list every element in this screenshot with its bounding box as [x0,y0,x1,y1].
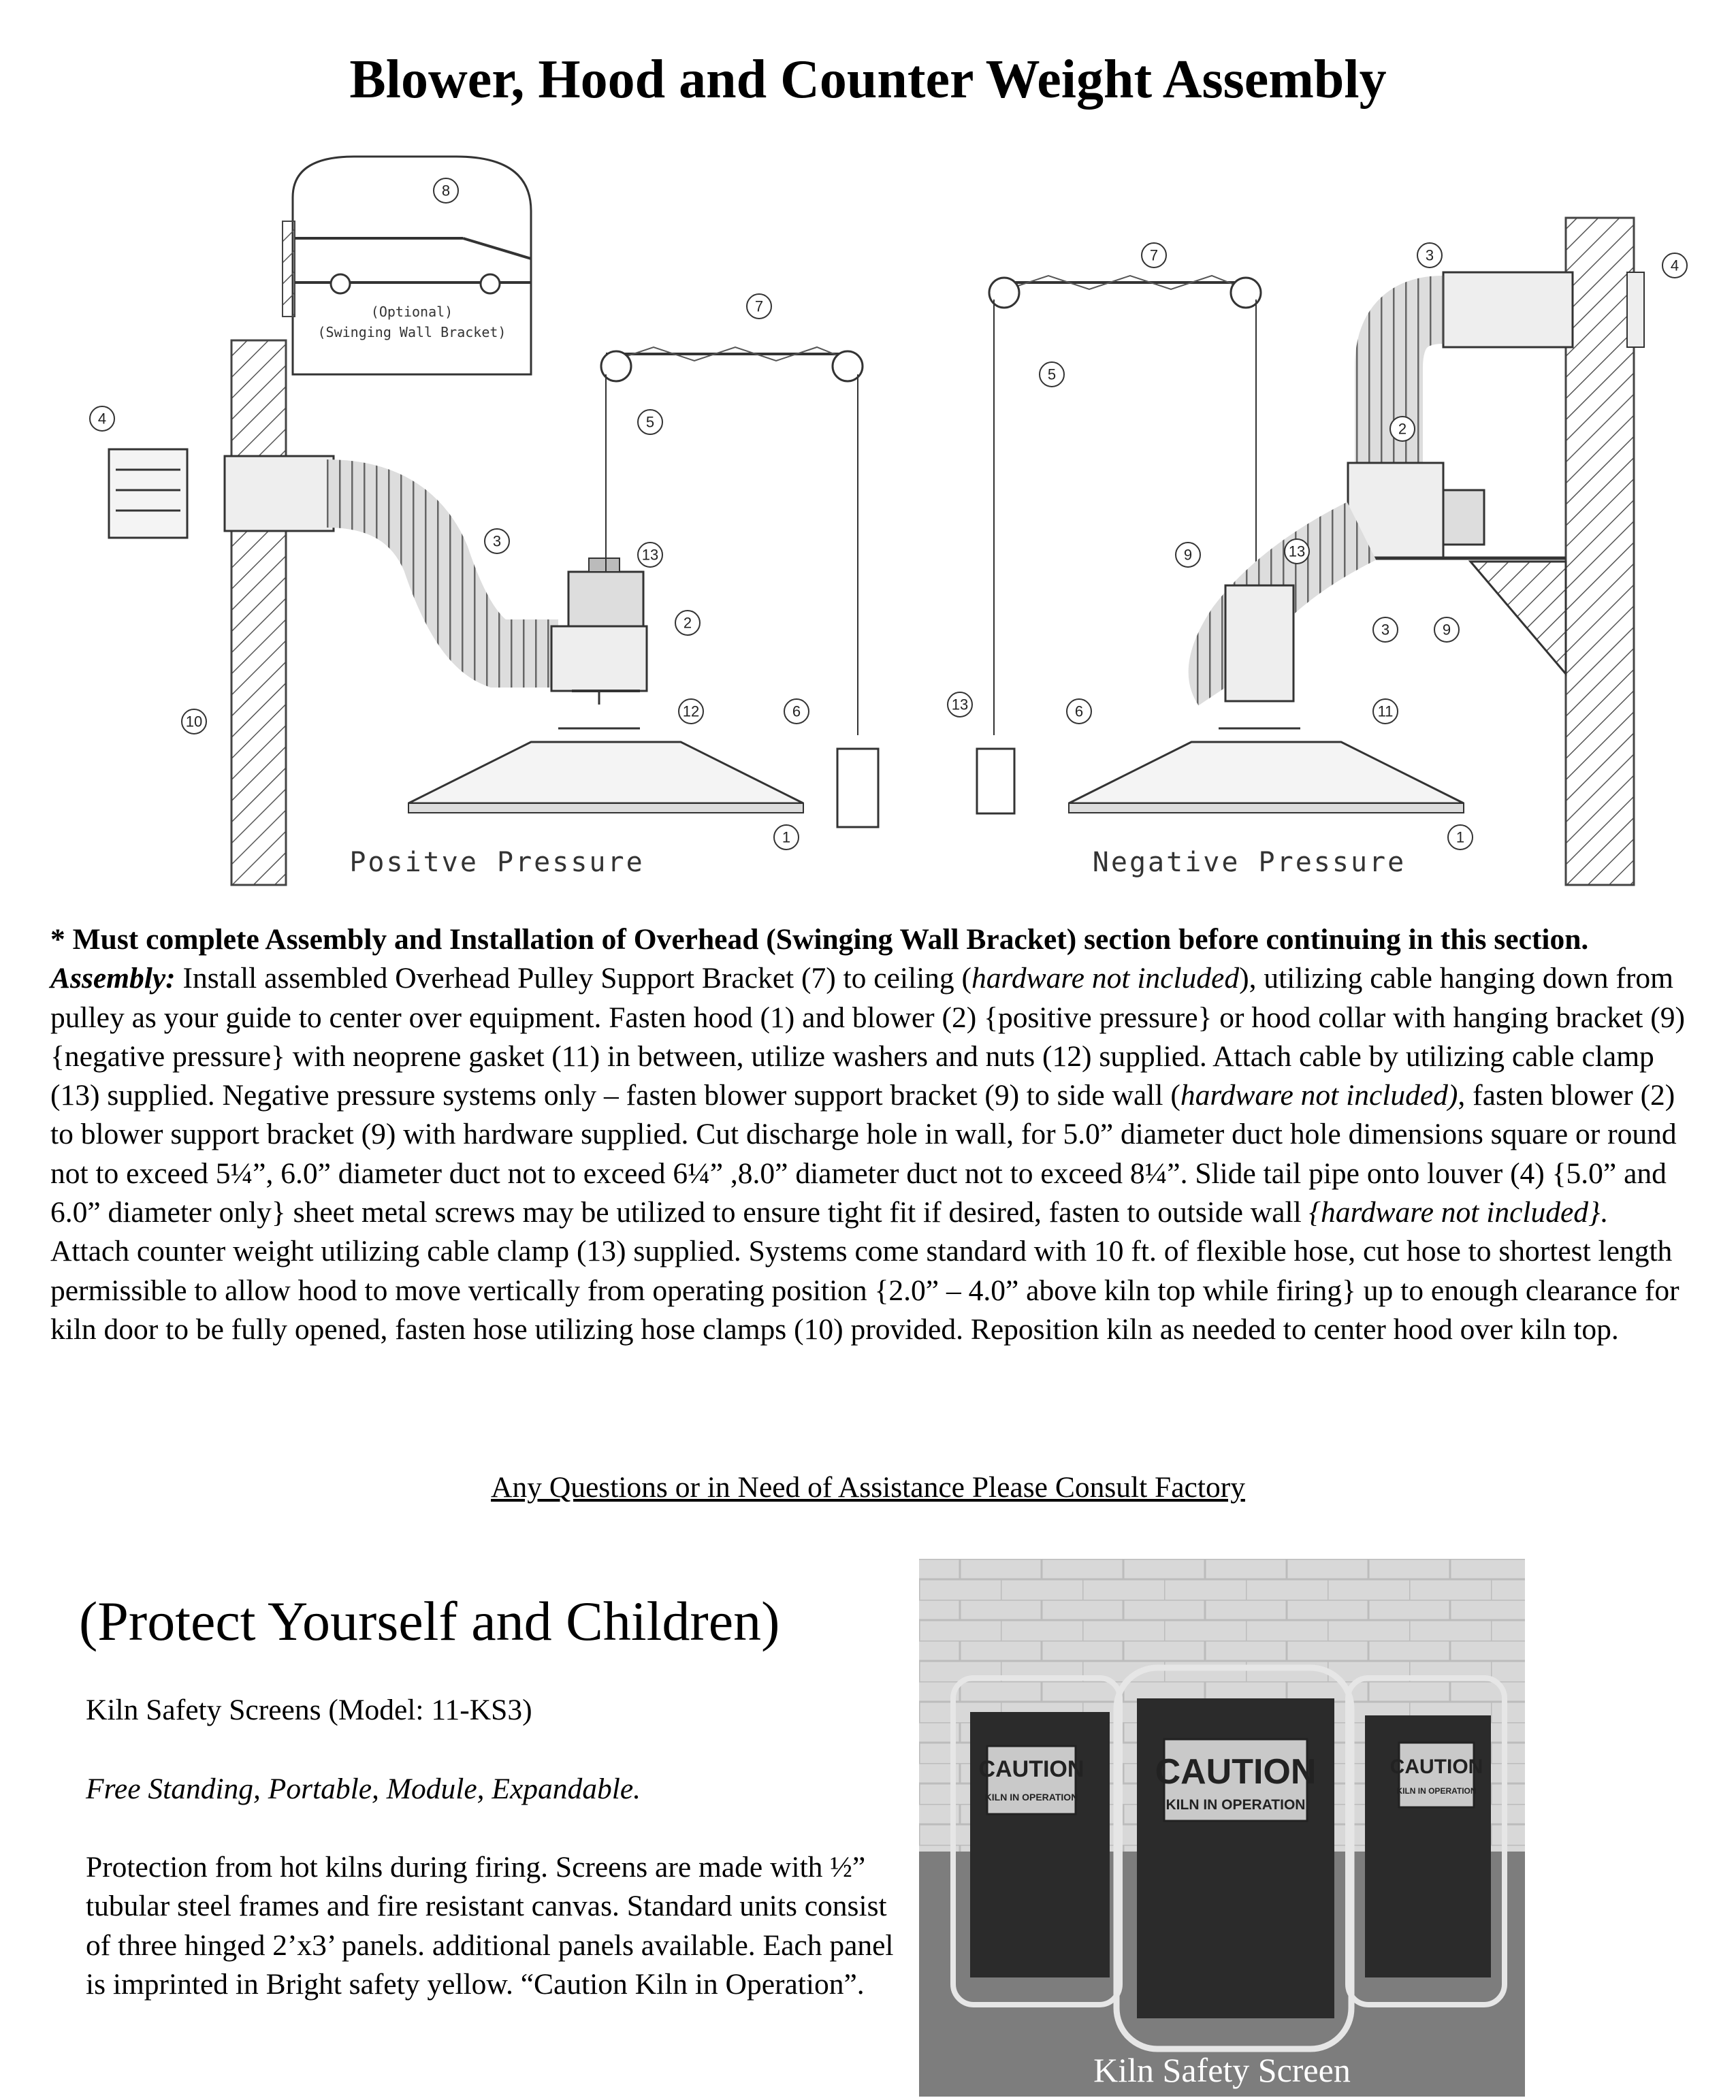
features-line: Free Standing, Portable, Module, Expandable. [86,1773,641,1805]
callout-7b [1142,243,1166,268]
assembly-label: Assembly: [50,962,176,995]
blower-left [551,558,647,705]
svg-text:4: 4 [1670,257,1679,274]
negative-pressure-label: Negative Pressure [1092,847,1407,878]
callout-2 [675,611,700,635]
svg-text:13: 13 [641,546,659,564]
callout-13 [638,543,662,567]
svg-text:5: 5 [645,413,655,431]
model-line: Kiln Safety Screens (Model: 11-KS3) [86,1694,532,1726]
callout-2b [1390,417,1415,441]
swinging-bracket-label: (Swinging Wall Bracket) [317,324,507,340]
svg-text:6: 6 [1074,702,1084,720]
svg-text:7: 7 [754,297,764,315]
svg-text:6: 6 [792,702,801,720]
assembly-text-1: Install assembled Overhead Pulley Support Bracket (7) to ceiling ( [175,962,972,995]
callout-4 [90,406,114,431]
callout-3b [1417,243,1442,268]
callout-9 [1176,543,1200,567]
svg-text:3: 3 [492,532,502,550]
svg-text:8: 8 [441,182,451,199]
counter-weight-left [837,749,878,827]
svg-text:2: 2 [1398,420,1407,438]
svg-text:5: 5 [1047,366,1057,383]
optional-swinging-bracket-detail [283,157,531,374]
left-wall [231,340,286,885]
counter-weight-right [977,749,1014,813]
svg-text:10: 10 [185,713,203,730]
flex-hose-left [327,494,558,653]
callout-10 [182,709,206,734]
callout-4b [1662,253,1687,278]
callout-3c [1373,617,1398,642]
blower-support-bracket [1470,562,1566,674]
assembly-text-2: ), utilizing cable hanging down from pulley as your guide to center over equipment. Fasten hood (1) and blower (2) {positive pressure} or hood collar with hanging bracket (9) {negative pressure} with neoprene gasket (11) in between, utilize washers and nuts (12) supplied. Attach cable by utilizing cable clamp (13) supplied. Negative pressure systems only – fasten blower support bracket (9) to side wall ( [50,962,1685,1112]
optional-label: (Optional) [370,304,453,320]
callout-12 [679,699,703,724]
louver-left [109,449,187,538]
svg-text:9: 9 [1442,621,1451,639]
svg-text:12: 12 [682,702,700,720]
warning-note: * Must complete Assembly and Installation of Overhead (Swinging Wall Bracket) section before continuing in this section. [50,923,1589,956]
svg-text:3: 3 [1381,621,1390,639]
right-wall [1566,218,1634,885]
callout-13c [948,692,972,717]
positive-pressure-label: Positve Pressure [349,847,645,878]
assembly-diagram [97,150,1702,899]
sign-caution-right: CAUTION [1389,1756,1483,1778]
photo-caption: Kiln Safety Screen [1093,2051,1351,2089]
screen-description: Protection from hot kilns during firing. Screens are made with ½” tubular steel frames and fire resistant canvas. Standard units consist of three hinged 2’x3’ panels. additional panels available. Each panel is imprinted in Bright safety yellow. “Caution Kiln in Operation”. [86,1851,894,2001]
callout-8 [434,178,458,203]
svg-text:7: 7 [1149,246,1159,264]
callout-7 [747,294,771,319]
svg-text:11: 11 [1377,702,1394,720]
hardware-note-2: hardware not included) [1180,1079,1458,1112]
callout-3 [485,529,509,553]
svg-text:3: 3 [1425,246,1434,264]
svg-text:2: 2 [683,614,692,632]
svg-text:9: 9 [1183,546,1193,564]
svg-text:1: 1 [1456,828,1465,846]
kiln-safety-screen-photo [919,1559,1525,2097]
hood-collar [1225,585,1293,701]
callout-6b [1067,699,1091,724]
sign-kiln-right: KILN IN OPERATION [1396,1786,1477,1796]
sign-caution-middle: CAUTION [1155,1752,1317,1792]
svg-text:4: 4 [97,410,107,427]
sign-caution-left: CAUTION [978,1756,1084,1782]
callout-5b [1040,362,1064,387]
callout-1 [774,825,799,850]
svg-text:13: 13 [1288,543,1306,560]
protect-heading: (Protect Yourself and Children) [79,1590,780,1652]
callout-9b [1434,617,1459,642]
hardware-note-3: {hardware not included} [1308,1196,1601,1229]
callout-5 [638,410,662,434]
callout-11 [1373,699,1398,724]
callout-6 [784,699,809,724]
louver-right [1627,272,1644,347]
hood-left [408,728,803,813]
photo-illustration [919,1559,1525,2097]
svg-text:13: 13 [951,696,969,713]
assembly-instructions [50,920,1686,1349]
assembly-text-4: . Attach counter weight utilizing cable clamp (13) supplied. Systems come standard with 10 ft. of flexible hose, cut hose to shortest length permissible to allow hood to move vertically from operating position {2.0” – 4.0” above kiln top while firing} up to enough clearance for kiln door to be fully opened, fasten hose utilizing hose clamps (10) provided. Reposition kiln as needed to center hood over kiln top. [50,1196,1679,1346]
sign-kiln-left: KILN IN OPERATION [984,1792,1078,1803]
hardware-note-1: hardware not included [971,962,1240,995]
assistance-note: Any Questions or in Need of Assistance Please Consult Factory [491,1471,1245,1504]
sign-kiln-middle: KILN IN OPERATION [1166,1797,1306,1813]
callout-13b [1285,539,1309,564]
page-title: Blower, Hood and Counter Weight Assembly [349,50,1387,110]
svg-text:1: 1 [782,828,791,846]
hood-right [1069,728,1464,813]
assembly-text-3: , fasten blower (2) to blower support bracket (9) with hardware supplied. Cut discharge hole in wall, for 5.0” diameter duct hole dimensions square or round not to exceed 5¼”, 6.0” diameter duct not to exceed 6¼” ,8.0” diameter duct not to exceed 8¼”. Slide tail pipe onto louver (4) {5.0” and 6.0” diameter only} sheet metal screws may be utilized to ensure tight fit if desired, fasten to outside wall [50,1079,1677,1229]
callout-1b [1448,825,1473,850]
